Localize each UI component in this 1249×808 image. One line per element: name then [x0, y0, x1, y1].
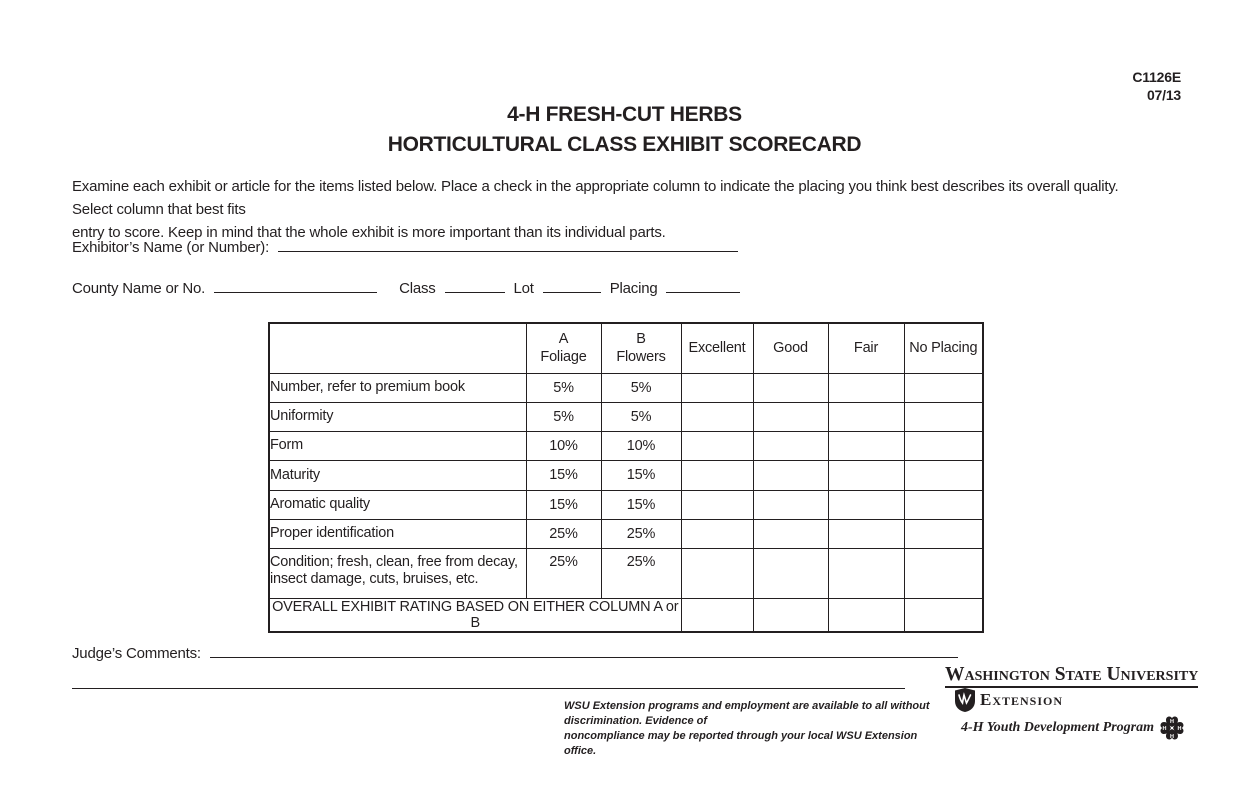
svg-text:H: H [1170, 733, 1174, 740]
rating-cell-excellent[interactable] [681, 490, 753, 519]
criteria-label: Proper identification [269, 519, 526, 548]
program-name: 4-H Youth Development Program [961, 720, 1155, 735]
criteria-label: Maturity [269, 460, 526, 490]
disclaimer-line-1: WSU Extension programs and employment are available to all without discrimination. Evidence of [564, 700, 930, 727]
rating-cell-fair[interactable] [828, 460, 904, 490]
rating-cell-fair[interactable] [828, 548, 904, 598]
publication-number: C1126E [1132, 69, 1181, 85]
criteria-label: Condition; fresh, clean, free from decay, insect damage, cuts, bruises, etc. [269, 548, 526, 598]
table-row-number [269, 373, 983, 402]
weight-b: 15% [601, 490, 681, 519]
wsu-shield-icon [955, 688, 975, 712]
rating-cell-no-placing[interactable] [904, 402, 983, 431]
rating-cell-good[interactable] [753, 598, 828, 632]
disclaimer-line-2: noncompliance may be reported through your local WSU Extension office. [564, 730, 918, 757]
scorecard-table [268, 322, 984, 633]
rating-cell-no-placing[interactable] [904, 373, 983, 402]
criteria-label: Aromatic quality [269, 490, 526, 519]
exhibitor-name-row [72, 239, 738, 256]
rating-cell-no-placing[interactable] [904, 519, 983, 548]
svg-text:H: H [1177, 725, 1182, 732]
rating-cell-no-placing[interactable] [904, 548, 983, 598]
table-row-proper-identification [269, 519, 983, 548]
rating-cell-good[interactable] [753, 548, 828, 598]
program-row [961, 715, 1185, 741]
judge-comments-row [72, 645, 958, 662]
class-input-line[interactable] [445, 280, 505, 293]
lot-input-line[interactable] [543, 280, 601, 293]
criteria-header-cell [269, 323, 526, 373]
weight-a: 25% [526, 548, 601, 598]
class-label: Class [399, 280, 436, 297]
column-header-a-foliage [526, 323, 601, 373]
weight-b: 5% [601, 373, 681, 402]
table-row-overall-rating [269, 598, 983, 632]
extension-label: Extension [980, 690, 1064, 709]
column-header-good: Good [753, 323, 828, 373]
rating-cell-excellent[interactable] [681, 598, 753, 632]
weight-a: 5% [526, 402, 601, 431]
rating-cell-excellent[interactable] [681, 431, 753, 460]
rating-cell-no-placing[interactable] [904, 490, 983, 519]
county-label: County Name or No. [72, 280, 206, 297]
rating-cell-good[interactable] [753, 402, 828, 431]
weight-a: 25% [526, 519, 601, 548]
publication-date: 07/13 [1146, 87, 1181, 103]
header-foliage: Foliage [540, 349, 587, 366]
rating-cell-no-placing[interactable] [904, 598, 983, 632]
judge-comments-label: Judge’s Comments: [72, 645, 201, 662]
overall-rating-label: OVERALL EXHIBIT RATING BASED ON EITHER COLUMN A or B [269, 598, 681, 632]
rating-cell-good[interactable] [753, 460, 828, 490]
exhibitor-name-input-line[interactable] [278, 239, 738, 252]
table-row-form [269, 431, 983, 460]
county-input-line[interactable] [214, 280, 377, 293]
svg-text:H: H [1162, 725, 1167, 732]
weight-b: 25% [601, 548, 681, 598]
header-flowers: Flowers [616, 349, 666, 366]
rating-cell-excellent[interactable] [681, 460, 753, 490]
rating-cell-good[interactable] [753, 373, 828, 402]
extension-row [955, 688, 1185, 712]
weight-a: 10% [526, 431, 601, 460]
table-row-uniformity [269, 402, 983, 431]
weight-b: 10% [601, 431, 681, 460]
judge-comments-line-2[interactable] [72, 676, 905, 689]
lot-label: Lot [513, 280, 534, 297]
rating-cell-fair[interactable] [828, 490, 904, 519]
title-line-2: HORTICULTURAL CLASS EXHIBIT SCORECARD [387, 133, 862, 156]
exhibitor-name-label: Exhibitor’s Name (or Number): [72, 239, 270, 256]
rating-cell-no-placing[interactable] [904, 431, 983, 460]
placing-label: Placing [609, 280, 658, 297]
column-header-excellent: Excellent [681, 323, 753, 373]
table-row-aromatic-quality [269, 490, 983, 519]
instructions-paragraph [72, 175, 1157, 244]
criteria-label: Form [269, 431, 526, 460]
rating-cell-excellent[interactable] [681, 519, 753, 548]
title-line-1: 4-H FRESH-CUT HERBS [507, 103, 742, 126]
instructions-line-2: entry to score. Keep in mind that the whole exhibit is more important than its individual parts. [72, 224, 666, 241]
weight-a: 5% [526, 373, 601, 402]
table-header-row [269, 323, 983, 373]
svg-text:H: H [1170, 719, 1174, 726]
weight-b: 15% [601, 460, 681, 490]
wsu-extension-logo [945, 664, 1199, 741]
table-row-maturity [269, 460, 983, 490]
rating-cell-fair[interactable] [828, 402, 904, 431]
rating-cell-fair[interactable] [828, 431, 904, 460]
rating-cell-fair[interactable] [828, 598, 904, 632]
header-a: A [558, 331, 569, 348]
county-class-lot-placing-row [72, 280, 740, 297]
weight-b: 5% [601, 402, 681, 431]
rating-cell-fair[interactable] [828, 519, 904, 548]
column-header-fair: Fair [828, 323, 904, 373]
rating-cell-excellent[interactable] [681, 548, 753, 598]
university-name: Washington State University [945, 665, 1198, 688]
criteria-label: Uniformity [269, 402, 526, 431]
column-header-b-flowers [601, 323, 681, 373]
instructions-line-1: Examine each exhibit or article for the items listed below. Place a check in the appropriate column to indicate the placing you think best describes its overall quality. Select column that best fits [72, 178, 1119, 218]
4h-clover-icon [1159, 715, 1185, 741]
document-code [1132, 68, 1181, 104]
placing-input-line[interactable] [666, 280, 740, 293]
weight-a: 15% [526, 490, 601, 519]
judge-comments-line-1[interactable] [210, 645, 958, 658]
rating-cell-excellent[interactable] [681, 402, 753, 431]
criteria-label: Number, refer to premium book [269, 373, 526, 402]
rating-cell-good[interactable] [753, 490, 828, 519]
weight-a: 15% [526, 460, 601, 490]
nondiscrimination-statement [564, 699, 936, 759]
weight-b: 25% [601, 519, 681, 548]
rating-cell-no-placing[interactable] [904, 460, 983, 490]
header-b: B [636, 331, 646, 348]
rating-cell-fair[interactable] [828, 373, 904, 402]
rating-cell-good[interactable] [753, 519, 828, 548]
rating-cell-excellent[interactable] [681, 373, 753, 402]
rating-cell-good[interactable] [753, 431, 828, 460]
table-row-condition [269, 548, 983, 598]
page-title [0, 100, 1249, 160]
column-header-no-placing: No Placing [904, 323, 983, 373]
